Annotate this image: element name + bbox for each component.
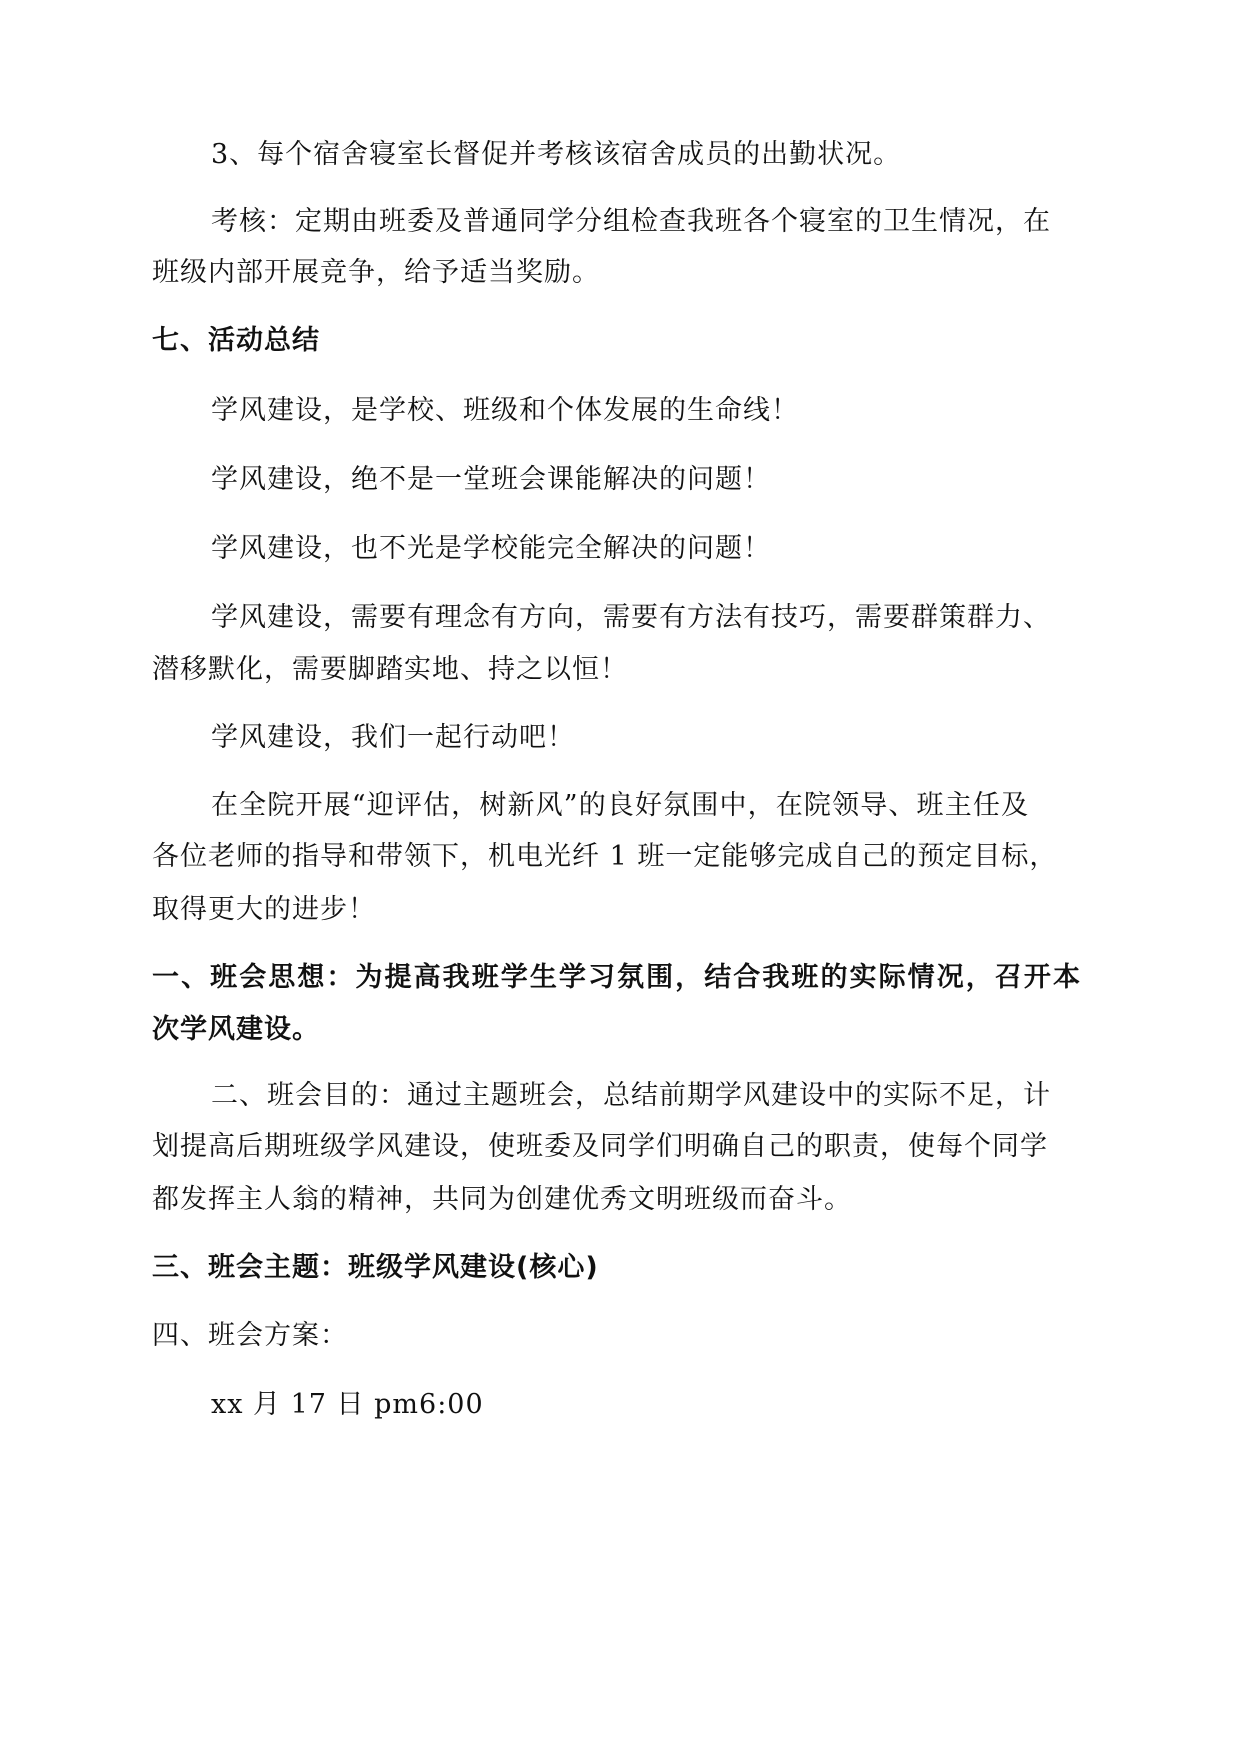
summary-line-2: 学风建设，绝不是一堂班会课能解决的问题！ — [211, 464, 771, 495]
summary-line-1: 学风建设，是学校、班级和个体发展的生命线！ — [211, 395, 799, 426]
summary-line-4b: 潜移默化，需要脚踏实地、持之以恒！ — [152, 654, 628, 685]
meeting-purpose-line-2: 划提高后期班级学风建设，使班委及同学们明确自己的职责，使每个同学 — [152, 1131, 1048, 1162]
section-heading-meeting-idea-line-1: 一、班会思想：为提高我班学生学习氛围，结合我班的实际情况，召开本 — [152, 962, 1081, 993]
section-heading-meeting-theme: 三、班会主题：班级学风建设(核心) — [152, 1252, 599, 1283]
section-heading-meeting-idea-line-2: 次学风建设。 — [152, 1014, 320, 1045]
assessment-text-line-1: 考核：定期由班委及普通同学分组检查我班各个寝室的卫生情况，在 — [211, 206, 1051, 237]
closing-text-line-2: 各位老师的指导和带领下，机电光纤 1 班一定能够完成自己的预定目标， — [152, 841, 1058, 872]
section-heading-summary: 七、活动总结 — [152, 325, 320, 356]
assessment-text-line-2: 班级内部开展竞争，给予适当奖励。 — [152, 257, 600, 288]
summary-line-4a: 学风建设，需要有理念有方向，需要有方法有技巧，需要群策群力、 — [211, 602, 1051, 633]
meeting-date-time: xx 月 17 日 pm6:00 — [211, 1389, 484, 1420]
closing-text-line-3: 取得更大的进步！ — [152, 894, 376, 925]
summary-line-3: 学风建设，也不光是学校能完全解决的问题！ — [211, 533, 771, 564]
summary-line-5: 学风建设，我们一起行动吧！ — [211, 722, 575, 753]
attendance-rule-text: 3、每个宿舍寝室长督促并考核该宿舍成员的出勤状况。 — [211, 139, 902, 170]
meeting-plan-heading: 四、班会方案： — [152, 1320, 348, 1351]
closing-text-line-1: 在全院开展“迎评估，树新风”的良好氛围中，在院领导、班主任及 — [211, 790, 1029, 821]
meeting-purpose-line-3: 都发挥主人翁的精神，共同为创建优秀文明班级而奋斗。 — [152, 1184, 852, 1215]
meeting-purpose-line-1: 二、班会目的：通过主题班会，总结前期学风建设中的实际不足，计 — [211, 1080, 1051, 1111]
